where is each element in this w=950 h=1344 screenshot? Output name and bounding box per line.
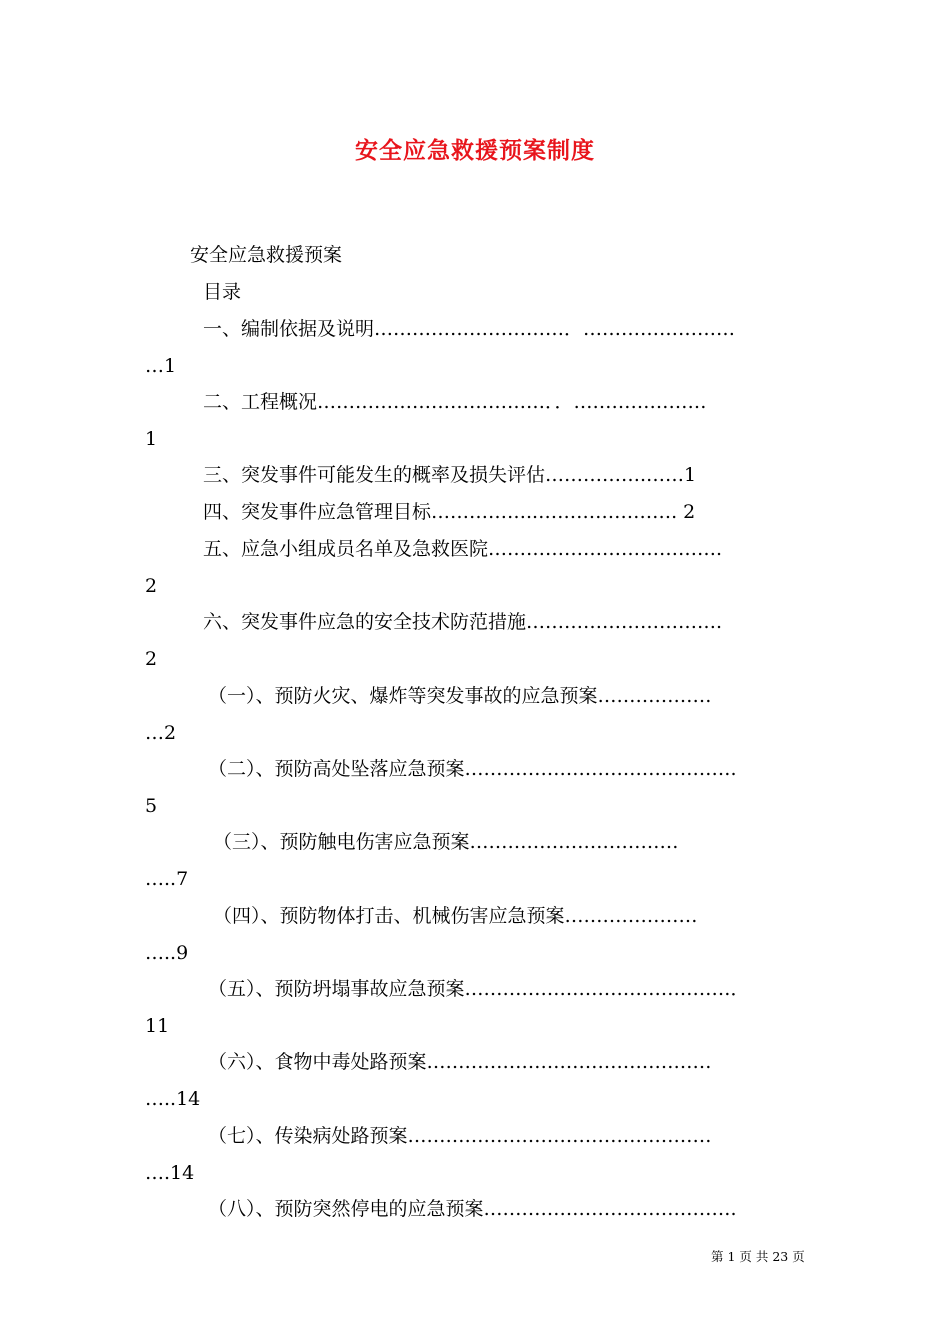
toc-entry: 一、编制依据及说明…………………………．……………………: [203, 318, 736, 340]
toc-entry: （三）、预防触电伤害应急预案……………………………: [213, 831, 679, 853]
toc-entry-page: …..9: [145, 942, 189, 964]
toc-entry: （二）、预防高处坠落应急预案…………………………………….: [208, 758, 737, 780]
document-title: 安全应急救援预案制度: [355, 137, 595, 164]
doc-heading: 安全应急救援预案: [190, 244, 343, 266]
toc-entry-page: ….14: [145, 1162, 195, 1184]
page-footer: 第 1 页 共 23 页: [711, 1249, 805, 1264]
toc-entry: （一）、预防火灾、爆炸等突发事故的应急预案………………: [208, 685, 712, 707]
toc-entry: （五）、预防坍塌事故应急预案……………………………………．: [208, 978, 750, 1000]
toc-entry-page: 2: [145, 648, 158, 670]
toc-entry-page: 2: [145, 575, 158, 597]
toc-entry: 五、应急小组成员名单及急救医院……………………………….: [203, 538, 723, 560]
toc-entry-page: …1: [145, 355, 177, 377]
toc-heading: 目录: [203, 281, 242, 303]
toc-entry: 六、突发事件应急的安全技术防范措施………………………….: [203, 611, 723, 633]
toc-entry-page: 5: [145, 795, 158, 817]
toc-entry: 三、突发事件可能发生的概率及损失评估…………….……1: [203, 464, 697, 486]
toc-entry: （八）、预防突然停电的应急预案………………………………….: [208, 1198, 737, 1220]
toc-entry-page: …..7: [145, 868, 189, 890]
toc-entry: （七）、传染病处路预案…………………………………………: [208, 1125, 712, 1147]
toc-entry-page: 1: [145, 428, 158, 450]
toc-entry: 四、突发事件应急管理目标……………..…………………. 2: [203, 501, 696, 523]
toc-entry-page: …..14: [145, 1088, 201, 1110]
toc-entry-page: …2: [145, 722, 177, 744]
toc-entry: （六）、食物中毒处路预案………………………………………: [208, 1051, 712, 1073]
toc-entry: 二、工程概况………………………………．．…………………: [203, 391, 707, 413]
toc-entry-page: 11: [145, 1015, 170, 1037]
toc-entry: （四）、预防物体打击、机械伤害应急预案…………………: [213, 905, 698, 927]
